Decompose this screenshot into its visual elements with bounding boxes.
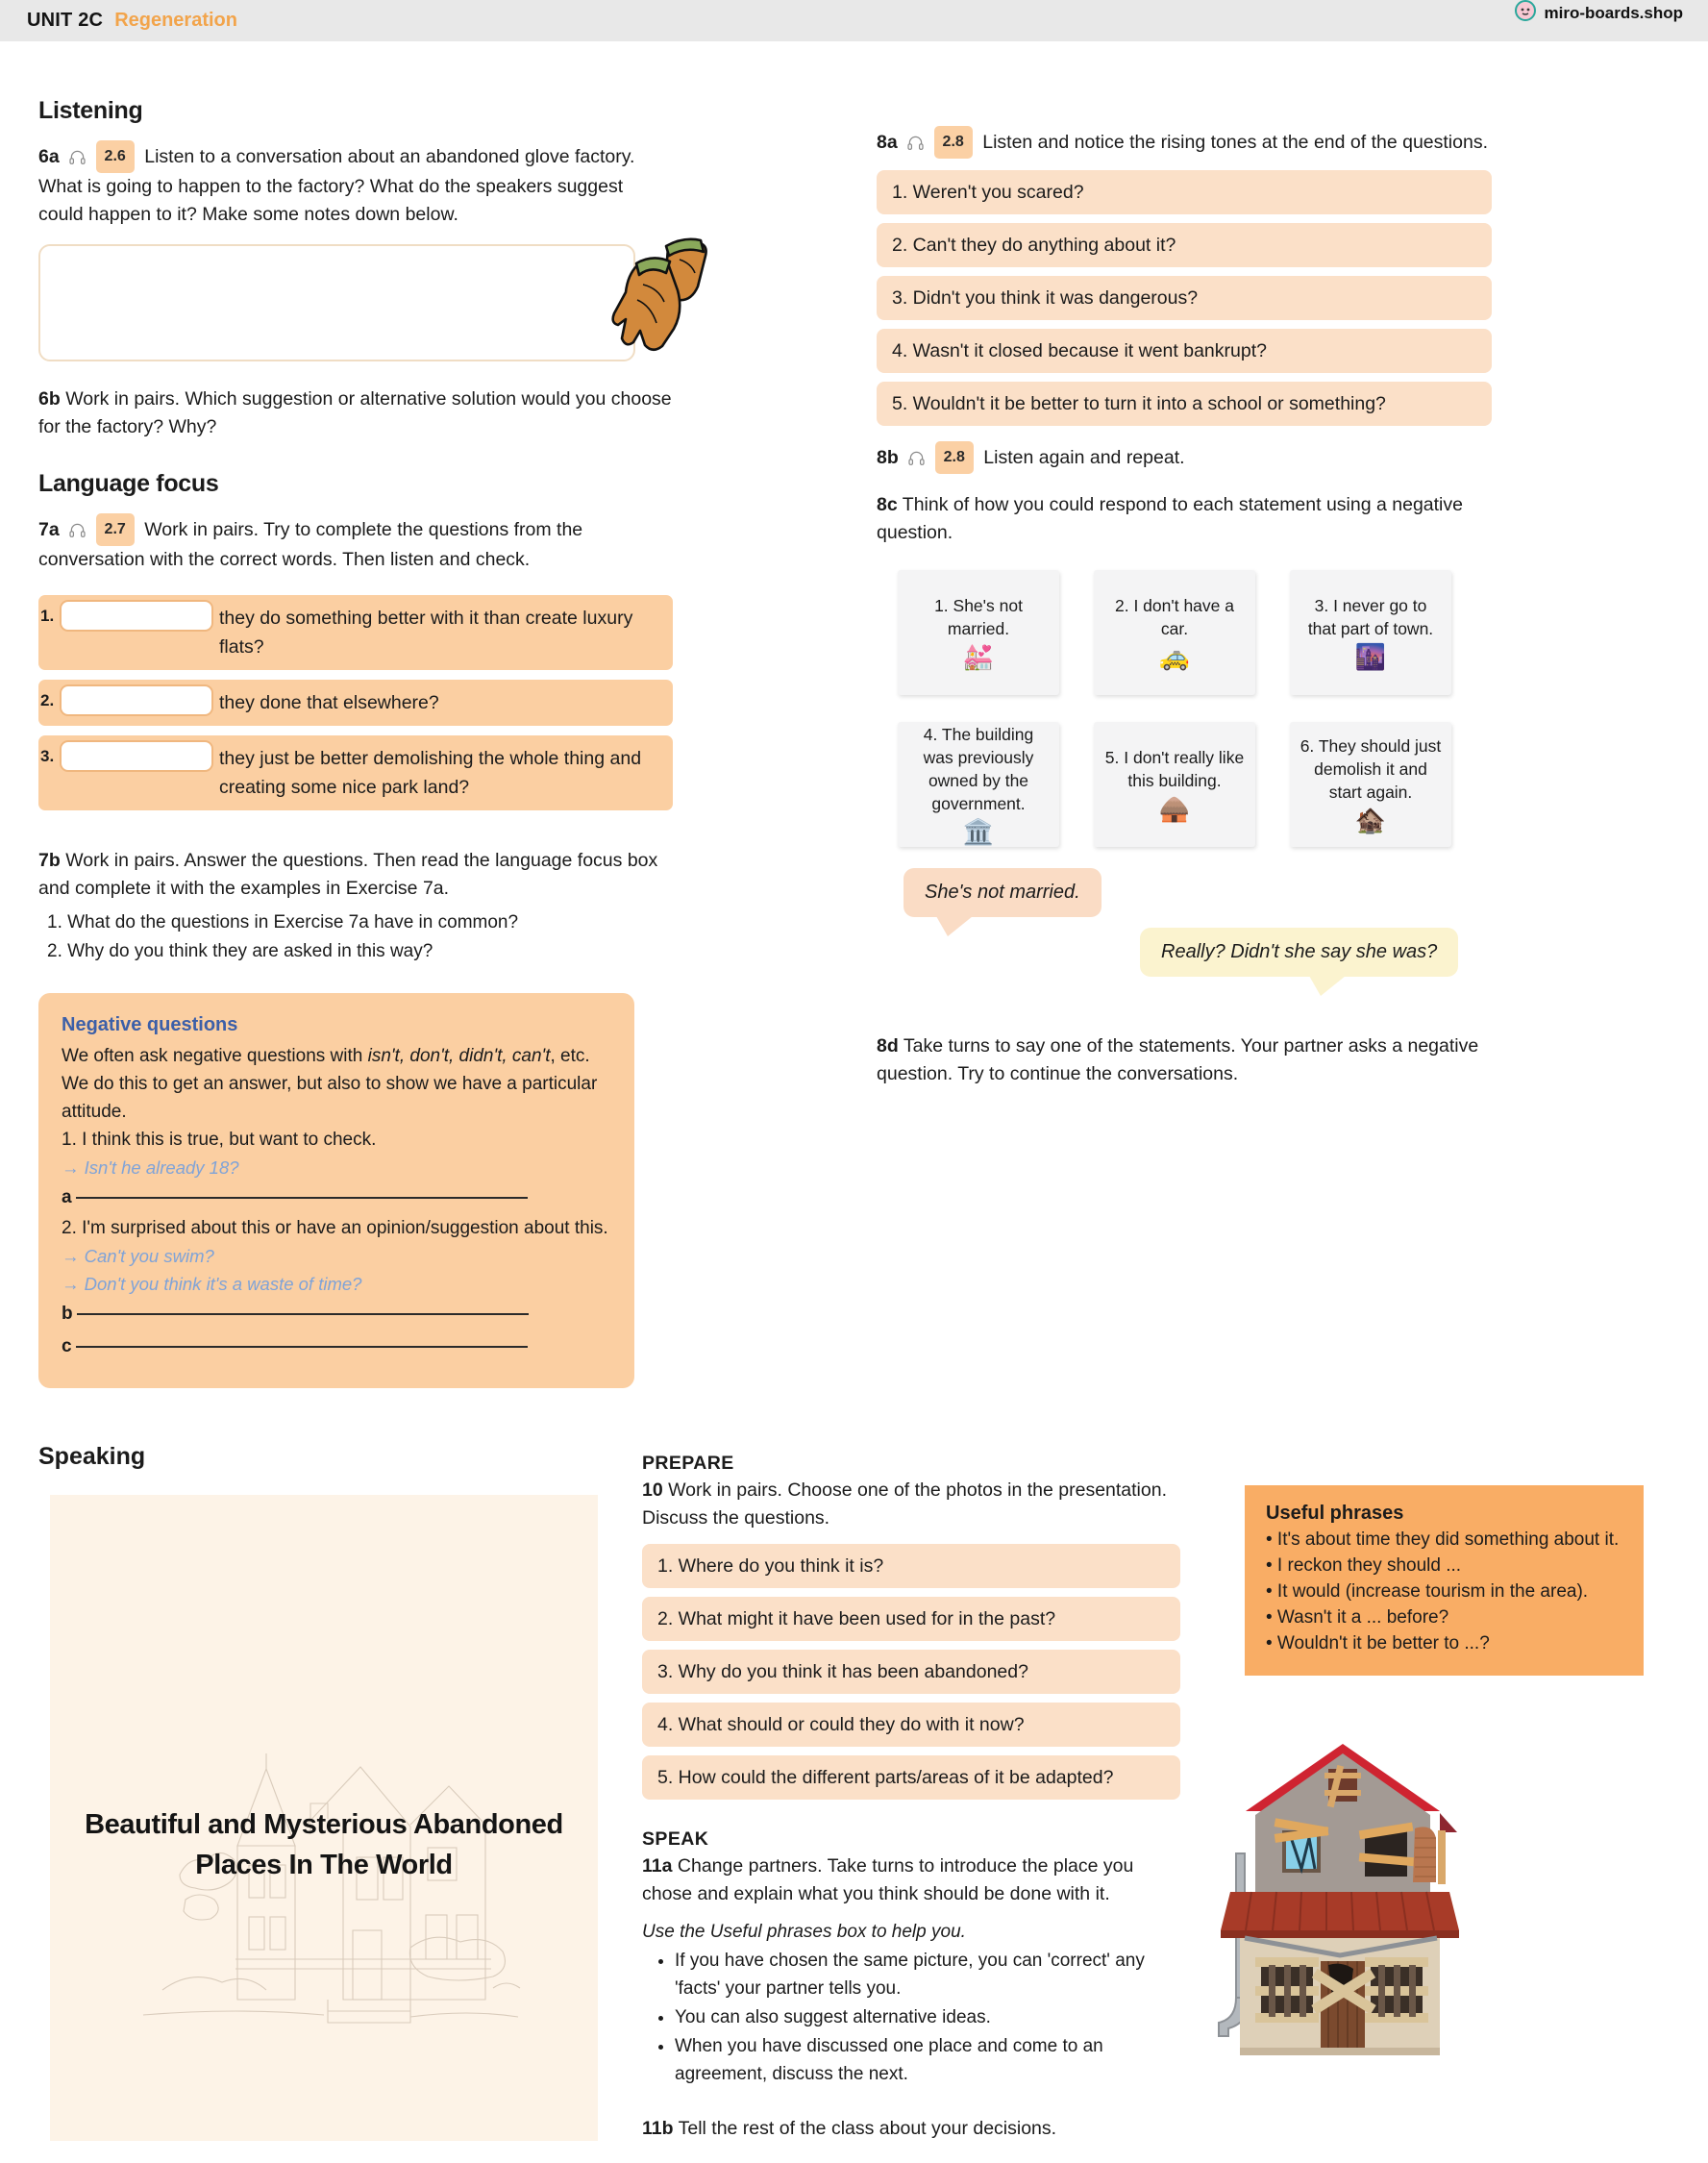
fill-row — [38, 595, 673, 670]
useful-phrase-item: • It would (increase tourism in the area). — [1266, 1581, 1589, 1602]
grammar-rule-1: 1. I think this is true, but want to check. — [62, 1130, 377, 1150]
example-dialogue-bubbles — [904, 868, 1492, 998]
exercise-8d-number: 8d — [877, 1035, 899, 1057]
miro-logo-icon — [1515, 0, 1536, 26]
fill-row-index: 1. — [40, 607, 55, 625]
question-pill: 1. Weren't you scared? — [877, 170, 1492, 214]
statement-card-text: 6. They should just demolish it and start again. — [1300, 736, 1442, 802]
exercise-6a — [38, 140, 673, 229]
exercise-7a — [38, 513, 673, 574]
exercise-7b-text: Work in pairs. Answer the questions. Then read the language focus box and complete it with the examples in Exercise 7a. — [38, 850, 658, 899]
notes-area — [38, 244, 673, 372]
fill-row — [38, 680, 673, 726]
exercise-10-text: Work in pairs. Choose one of the photos in the presentation. Discuss the questions. — [642, 1479, 1167, 1529]
statement-card-text: 2. I don't have a car. — [1115, 596, 1234, 638]
taxi-icon: 🚕 — [1158, 642, 1191, 671]
grammar-answer-c[interactable] — [62, 1330, 611, 1363]
exercise-6a-text: Listen to a conversation about an abandoned glove factory. What is going to happen to the factory? What do the speakers suggest could happen to it? Make some notes down below. — [38, 146, 635, 225]
statement-card-text: 3. I never go to that part of town. — [1307, 596, 1434, 638]
headphones-icon — [69, 145, 86, 160]
fill-row-text: they done that elsewhere? — [219, 692, 439, 713]
speak-bullet: • If you have chosen the same picture, you can 'correct' any 'facts' your partner tells you. — [675, 1947, 1180, 2002]
grammar-box-negative-questions — [38, 993, 634, 1388]
speech-bubble-response-text: Really? Didn't she say she was? — [1161, 941, 1438, 962]
speech-bubble-tail — [936, 916, 973, 936]
grammar-answer-a[interactable] — [62, 1181, 611, 1214]
grammar-intro-part1: We often ask negative questions with — [62, 1046, 368, 1066]
exercise-11a — [642, 1852, 1180, 1908]
question-pill: 2. Can't they do anything about it? — [877, 223, 1492, 267]
exercise-11b-number: 11b — [642, 2118, 674, 2139]
audio-track-chip-28a[interactable]: 2.8 — [934, 126, 973, 159]
exercise-7b-question: 1. What do the questions in Exercise 7a have in common? — [47, 912, 519, 932]
exercise-11a-text: Change partners. Take turns to introduce the place you chose and explain what you think should be done with it. — [642, 1855, 1134, 1904]
exercise-7b — [38, 847, 673, 903]
statement-card-grid — [898, 570, 1492, 847]
exercise-7b-number: 7b — [38, 850, 61, 871]
statement-card[interactable] — [1094, 570, 1255, 695]
wedding-chapel-icon: 💒 — [962, 642, 995, 671]
question-pill: 5. Wouldn't it be better to turn it into a school or something? — [877, 382, 1492, 426]
prepare-question-pill: 4. What should or could they do with it now? — [642, 1703, 1180, 1747]
fill-row-text: they do something better with it than create luxury flats? — [219, 608, 633, 658]
fill-in-the-blank-list — [38, 595, 673, 810]
hut-icon: 🛖 — [1158, 794, 1191, 823]
derelict-house-icon: 🏚️ — [1354, 806, 1387, 834]
exercise-8a-text: Listen and notice the rising tones at the end of the questions. — [982, 132, 1488, 153]
exercise-6a-number: 6a — [38, 146, 60, 167]
exercise-11b — [642, 2115, 1180, 2143]
prepare-question-list — [642, 1544, 1180, 1800]
speak-bullet: • You can also suggest alternative ideas. — [675, 2003, 1180, 2031]
prepare-speak-column — [642, 1453, 1180, 2149]
abandoned-house-illustration — [1201, 1738, 1480, 2060]
grammar-answer-b-label: b — [62, 1304, 73, 1324]
grammar-intro-italic: isn't, don't, didn't, can't — [367, 1046, 551, 1066]
speech-bubble-response — [1140, 928, 1458, 977]
exercise-6b-text: Work in pairs. Which suggestion or alternative solution would you choose for the factory? Why? — [38, 388, 672, 437]
grammar-intro-part2: , etc. We do this to get an answer, but also to show we have a particular attitude. — [62, 1046, 598, 1122]
question-pill: 4. Wasn't it closed because it went bankrupt? — [877, 329, 1492, 373]
language-focus-heading: Language focus — [38, 470, 219, 497]
fill-row-index: 2. — [40, 691, 55, 709]
exercise-8d — [877, 1032, 1492, 1088]
fill-row-index: 3. — [40, 747, 55, 765]
unit-label: UNIT 2C — [27, 10, 104, 31]
statement-card[interactable] — [1290, 722, 1451, 847]
exercise-8d-text: Take turns to say one of the statements. Your partner asks a negative question. Try to continue the conversations. — [877, 1035, 1479, 1084]
prepare-kicker: PREPARE — [642, 1453, 734, 1474]
answer-line[interactable] — [76, 1197, 528, 1199]
cityscape-icon: 🌆 — [1354, 642, 1387, 671]
poster-title: Beautiful and Mysterious Abandoned Places In The World — [85, 1809, 563, 1880]
exercise-8a-number: 8a — [877, 132, 898, 153]
exercise-10 — [642, 1477, 1180, 1532]
statement-card[interactable] — [1290, 570, 1451, 695]
exercise-8c — [877, 491, 1492, 547]
exercise-10-number: 10 — [642, 1479, 663, 1501]
fill-row-text: they just be better demolishing the whole thing and creating some nice park land? — [219, 748, 642, 798]
exercise-7a-text: Work in pairs. Try to complete the questions from the conversation with the correct words. Then listen and check. — [38, 519, 583, 570]
useful-phrase-item: • Wouldn't it be better to ...? — [1266, 1633, 1490, 1653]
grammar-box-title: Negative questions — [62, 1014, 238, 1035]
rising-tone-question-list — [877, 170, 1492, 426]
headphones-icon — [908, 446, 925, 460]
watermark-text: miro-boards.shop — [1544, 3, 1683, 22]
exercise-8b-number: 8b — [877, 447, 899, 468]
useful-phrase-item: • Wasn't it a ... before? — [1266, 1607, 1449, 1628]
prepare-question-pill: 5. How could the different parts/areas of it be adapted? — [642, 1755, 1180, 1800]
exercise-8b-text: Listen again and repeat. — [983, 447, 1185, 468]
statement-card-text: 1. She's not married. — [934, 596, 1023, 638]
listening-heading: Listening — [38, 97, 143, 124]
page-header-bar — [0, 0, 1708, 41]
grammar-example-2a: → Can't you swim? — [62, 1246, 214, 1266]
grammar-rule-2: 2. I'm surprised about this or have an opinion/suggestion about this. — [62, 1218, 608, 1238]
left-column — [38, 97, 673, 1388]
useful-phrase-item: • I reckon they should ... — [1266, 1555, 1462, 1576]
audio-track-chip-27[interactable]: 2.7 — [96, 513, 135, 546]
fill-input-3[interactable] — [60, 740, 213, 772]
useful-phrases-note: Use the Useful phrases box to help you. — [642, 1922, 966, 1942]
speak-bullet-list — [642, 1947, 1180, 2088]
statement-card-text: 5. I don't really like this building. — [1104, 748, 1245, 790]
statement-card[interactable] — [898, 570, 1059, 695]
work-gloves-illustration — [608, 231, 716, 359]
speech-bubble-statement — [904, 868, 1102, 917]
prepare-question-pill: 1. Where do you think it is? — [642, 1544, 1180, 1588]
statement-card[interactable] — [898, 722, 1059, 847]
speaking-heading: Speaking — [38, 1443, 146, 1470]
classical-building-icon: 🏛️ — [962, 817, 995, 846]
exercise-8c-number: 8c — [877, 494, 898, 515]
right-column — [877, 126, 1492, 1094]
useful-phrase-item: • It's about time they did something about it. — [1266, 1529, 1620, 1550]
notes-input-box[interactable] — [38, 244, 635, 361]
grammar-answer-b[interactable] — [62, 1298, 611, 1330]
grammar-box-intro — [62, 1042, 611, 1126]
speech-bubble-tail — [1309, 976, 1346, 996]
exercise-11a-number: 11a — [642, 1855, 673, 1877]
exercise-6b — [38, 385, 673, 441]
statement-card[interactable] — [1094, 722, 1255, 847]
exercise-6b-number: 6b — [38, 388, 61, 410]
presentation-poster[interactable] — [50, 1495, 598, 2141]
grammar-answer-c-label: c — [62, 1336, 72, 1356]
exercise-8c-text: Think of how you could respond to each statement using a negative question. — [877, 494, 1463, 543]
grammar-answer-a-label: a — [62, 1187, 72, 1207]
prepare-question-pill: 3. Why do you think it has been abandoned? — [642, 1650, 1180, 1694]
speak-bullet: • When you have discussed one place and come to an agreement, discuss the next. — [675, 2032, 1180, 2088]
fill-input-2[interactable] — [60, 684, 213, 716]
audio-track-chip-28b[interactable]: 2.8 — [935, 441, 974, 474]
speak-block — [642, 1828, 1180, 2143]
exercise-7a-number: 7a — [38, 519, 60, 540]
exercise-11b-text: Tell the rest of the class about your decisions. — [678, 2118, 1057, 2139]
fill-input-1[interactable] — [60, 600, 213, 632]
question-pill: 3. Didn't you think it was dangerous? — [877, 276, 1492, 320]
prepare-question-pill: 2. What might it have been used for in the past? — [642, 1597, 1180, 1641]
speak-kicker: SPEAK — [642, 1828, 709, 1850]
audio-track-chip-26[interactable]: 2.6 — [96, 140, 135, 173]
fill-row — [38, 735, 673, 810]
exercise-8a — [877, 126, 1492, 159]
grammar-example-2b: → Don't you think it's a waste of time? — [62, 1274, 362, 1294]
speech-bubble-statement-text: She's not married. — [925, 882, 1080, 903]
site-watermark — [1515, 0, 1683, 26]
unit-topic: Regeneration — [114, 10, 237, 31]
exercise-7b-question: 2. Why do you think they are asked in this way? — [47, 941, 433, 961]
headphones-icon — [69, 518, 86, 533]
exercise-8b — [877, 441, 1492, 474]
statement-card-text: 4. The building was previously owned by the government. — [923, 725, 1034, 813]
headphones-icon — [907, 131, 924, 145]
answer-line[interactable] — [77, 1313, 529, 1315]
answer-line[interactable] — [76, 1346, 528, 1348]
grammar-example-1: → Isn't he already 18? — [62, 1157, 239, 1178]
useful-phrases-title: Useful phrases — [1266, 1503, 1404, 1524]
useful-phrases-box — [1245, 1485, 1644, 1676]
